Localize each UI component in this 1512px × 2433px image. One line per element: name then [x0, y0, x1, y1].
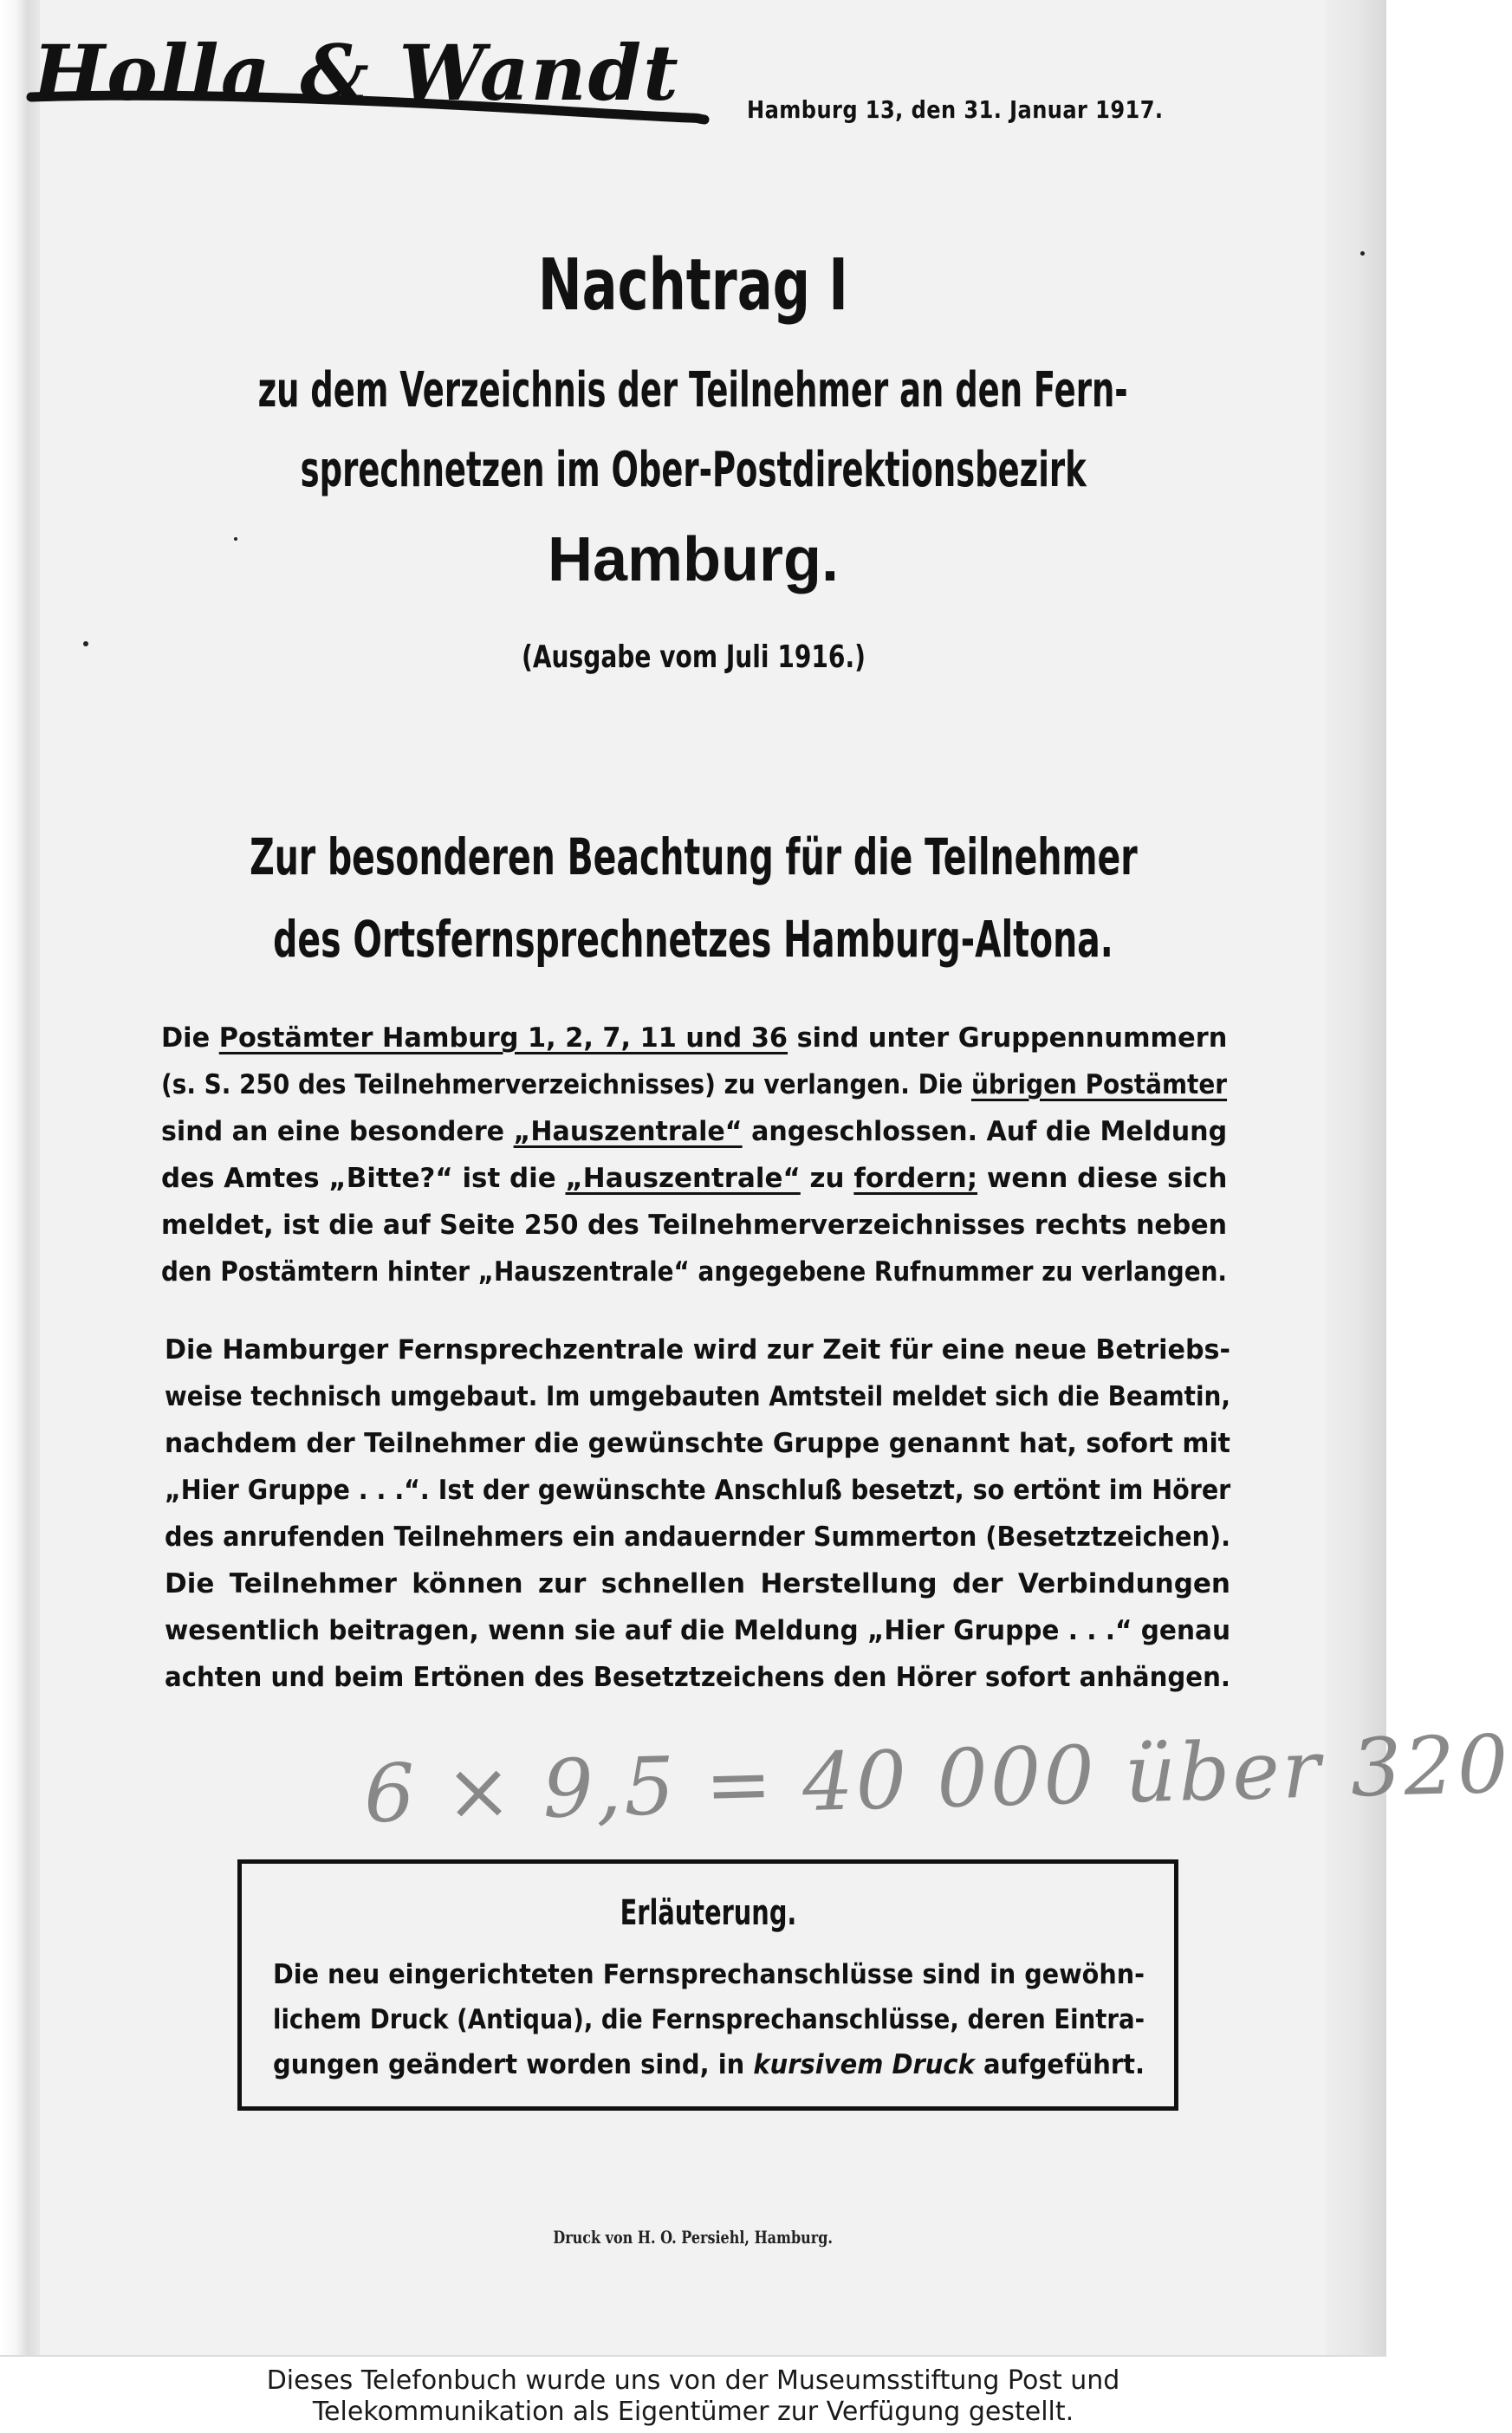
paragraph-line: des anrufenden Teilnehmers ein andauernder Summerton (Besetztzeichen). — [165, 1521, 1230, 1553]
title-hamburg: Hamburg. — [547, 525, 840, 594]
paragraph-line: wesentlich beitragen, wenn sie auf die Meldung „Hier Gruppe . . .“ genau — [165, 1615, 1231, 1646]
explanation-title: Erläuterung. — [620, 1893, 796, 1933]
crossed-out-signature — [24, 17, 709, 130]
explanation-line: lichem Druck (Antiqua), die Fernsprechanschlüsse, deren Eintra- — [273, 2004, 1145, 2035]
page-right-edge — [1326, 0, 1386, 2355]
page-left-edge — [0, 0, 40, 2355]
printer-imprint: Druck von H. O. Persiehl, Hamburg. — [553, 2227, 834, 2248]
scan-speck — [1360, 251, 1365, 256]
footer-line-1: Dieses Telefonbuch wurde uns von der Museumsstiftung Post und — [266, 2365, 1120, 2396]
section-heading-line-2: des Ortsfernsprechnetzes Hamburg-Altona. — [273, 910, 1113, 969]
signature-text: Holla & Wandt — [33, 28, 680, 118]
paragraph-line: weise technisch umgebaut. Im umgebauten Amtsteil meldet sich die Beamtin, — [165, 1381, 1230, 1412]
handwritten-pencil-note: 6 × 9,5 = 40 000 über 320 — [362, 1717, 1512, 1841]
edition-note: (Ausgabe vom Juli 1916.) — [521, 639, 866, 675]
paragraph-line: sind an eine besondere „Hauszentrale“ angeschlossen. Auf die Meldung — [161, 1116, 1228, 1147]
paragraph-line: Die Postämter Hamburg 1, 2, 7, 11 und 36 sind unter Gruppennummern — [161, 1022, 1228, 1054]
title-line-3: sprechnetzen im Ober-Postdirektionsbezirk — [300, 442, 1087, 498]
paragraph-line: den Postämtern hinter „Hauszentrale“ angegebene Rufnummer zu verlangen. — [161, 1256, 1227, 1288]
archive-footer — [0, 2355, 1386, 2433]
explanation-box — [237, 1859, 1178, 2111]
scan-speck — [83, 641, 88, 646]
footer-line-2: Telekommunikation als Eigentümer zur Verfügung gestellt. — [312, 2397, 1074, 2427]
paragraph-line: Die Hamburger Fernsprechzentrale wird zur Zeit für eine neue Betriebs- — [165, 1334, 1231, 1366]
strike-through-line — [24, 17, 709, 130]
paragraph-line: Die Teilnehmer können zur schnellen Herstellung der Verbindungen — [165, 1568, 1230, 1599]
paragraph-line: nachdem der Teilnehmer die gewünschte Gruppe genannt hat, sofort mit — [165, 1428, 1230, 1459]
explanation-line: gungen geändert worden sind, in kursivem Druck aufgeführt. — [273, 2049, 1145, 2080]
paragraph-line: meldet, ist die auf Seite 250 des Teilnehmerverzeichnisses rechts neben — [161, 1210, 1228, 1241]
section-heading-line-1: Zur besonderen Beachtung für die Teilnehmer — [249, 827, 1138, 886]
title-line-2: zu dem Verzeichnis der Teilnehmer an den Fern- — [257, 362, 1129, 418]
title-nachtrag: Nachtrag I — [538, 244, 848, 327]
explanation-line: Die neu eingerichteten Fernsprechanschlüsse sind in gewöhn- — [273, 1959, 1145, 1990]
paragraph-line: (s. S. 250 des Teilnehmerverzeichnisses) zu verlangen. Die übrigen Postämter — [161, 1069, 1228, 1100]
scan-speck — [234, 537, 237, 541]
paragraph-line: „Hier Gruppe . . .“. Ist der gewünschte Anschluß besetzt, so ertönt im Hörer — [165, 1475, 1231, 1506]
dateline: Hamburg 13, den 31. Januar 1917. — [747, 95, 1164, 124]
paragraph-line: achten und beim Ertönen des Besetztzeichens den Hörer sofort anhängen. — [165, 1662, 1230, 1693]
paragraph-line: des Amtes „Bitte?“ ist die „Hauszentrale“ zu fordern; wenn diese sich — [161, 1163, 1228, 1194]
italic-print-sample: kursivem Druck — [753, 2049, 975, 2080]
